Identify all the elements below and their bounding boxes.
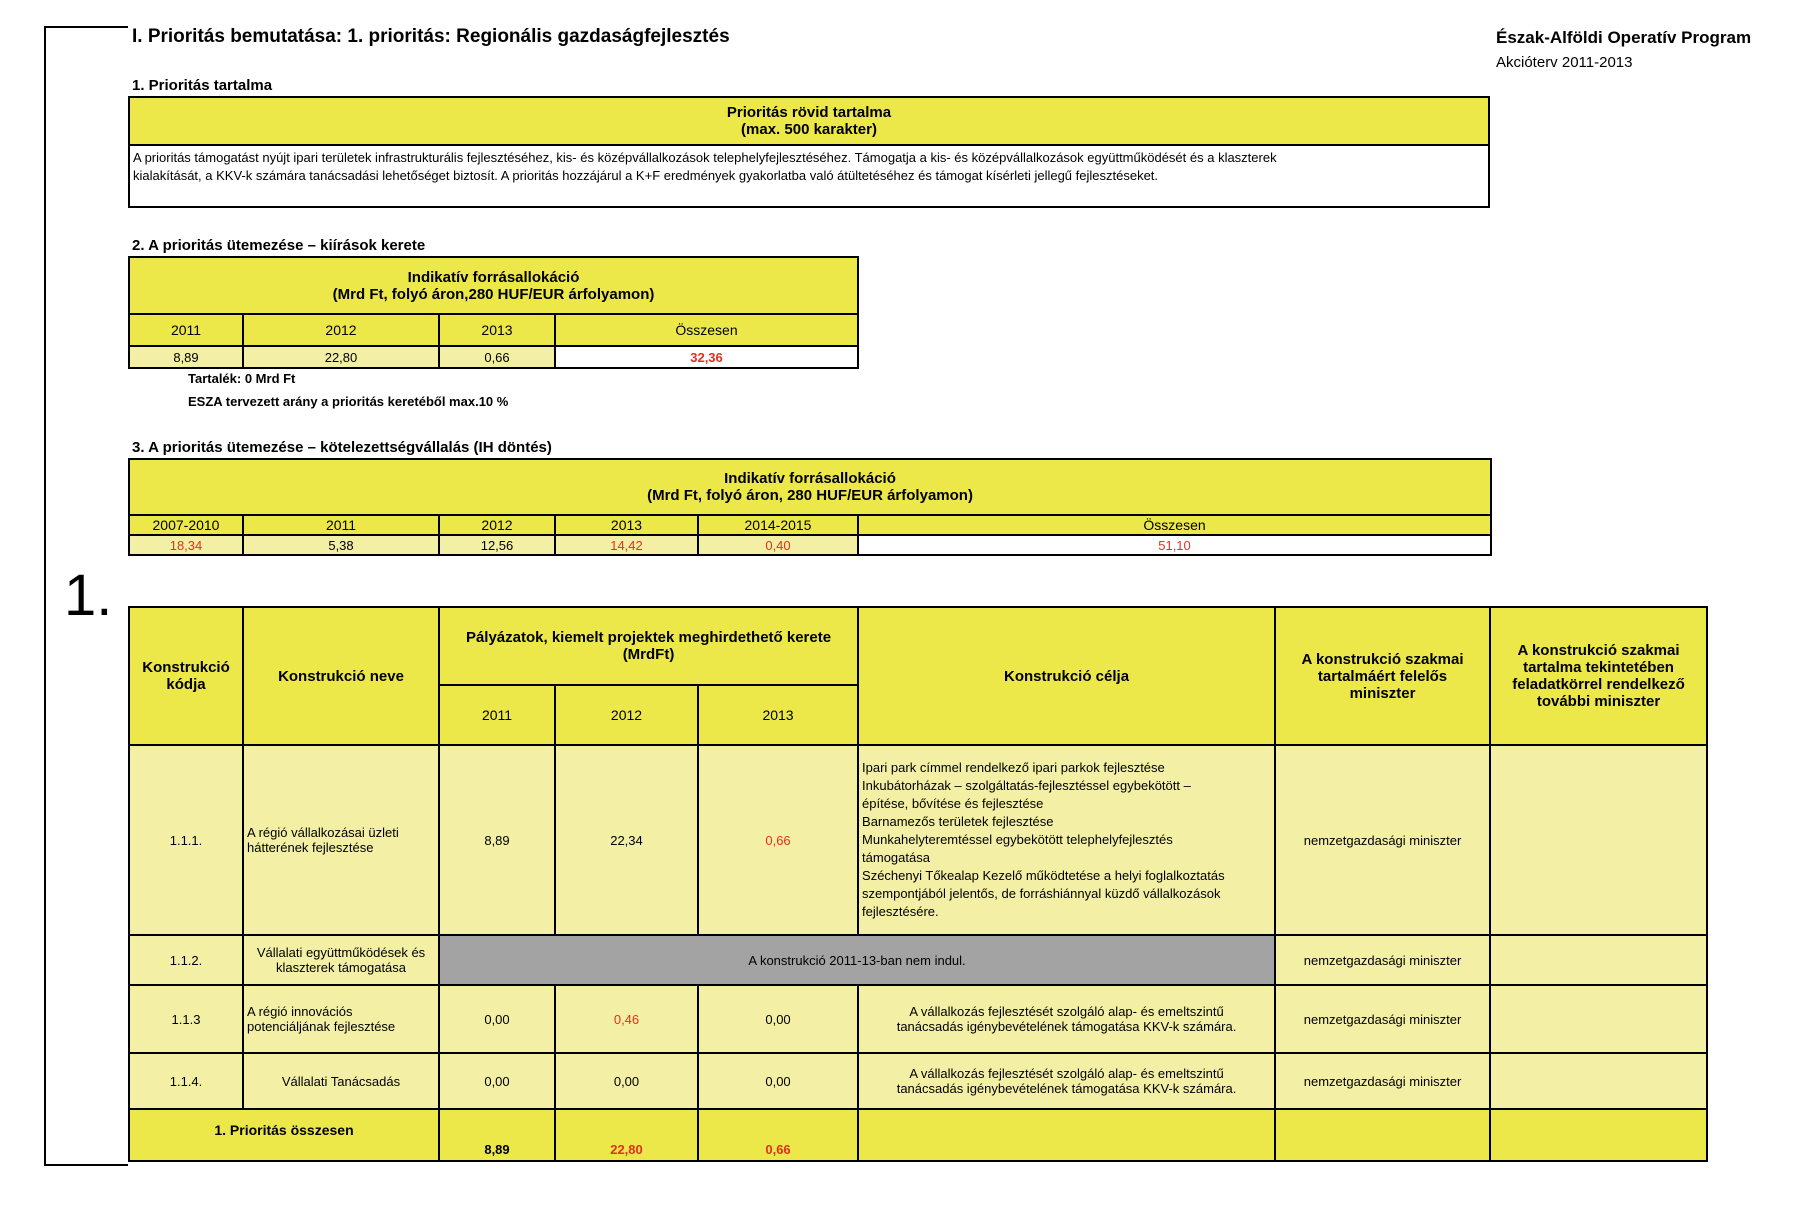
action-plan-label: Akcióterv 2011-2013 (1496, 54, 1633, 71)
calls-value-total: 32,36 (555, 346, 858, 368)
row4-name: Vállalati Tanácsadás (243, 1053, 439, 1109)
row2-not-started: A konstrukció 2011-13-ban nem indul. (439, 935, 1275, 985)
row3-code: 1.1.3 (129, 985, 243, 1053)
calls-header-2011: 2011 (129, 314, 243, 346)
row2-name: Vállalati együttműködések és klaszterek támogatása (243, 935, 439, 985)
priority-content-box (128, 96, 1490, 208)
commit-value-2012: 12,56 (439, 535, 555, 555)
calls-value-2011: 8,89 (129, 346, 243, 368)
row4-2011: 0,00 (439, 1053, 555, 1109)
reserve-note: Tartalék: 0 Mrd Ft (188, 371, 296, 386)
commit-value-total: 51,10 (858, 535, 1491, 555)
section1-heading: 1. Prioritás tartalma (132, 77, 273, 94)
row3-2011: 0,00 (439, 985, 555, 1053)
row4-other-minister (1490, 1053, 1707, 1109)
header-budget: Pályázatok, kiemelt projektek meghirdethető kerete (MrdFt) (439, 607, 858, 685)
commit-value-2011: 5,38 (243, 535, 439, 555)
table-row (129, 745, 1707, 935)
header-minister: A konstrukció szakmai tartalmáért felelős miniszter (1275, 607, 1490, 745)
header-year-2011: 2011 (439, 685, 555, 745)
total-2013: 0,66 (698, 1109, 858, 1161)
section2-heading: 2. A prioritás ütemezése – kiírások kerete (132, 237, 426, 254)
content-box-title-line2: (max. 500 karakter) (741, 121, 877, 138)
row4-2012: 0,00 (555, 1053, 698, 1109)
calls-allocation-title (129, 257, 858, 314)
row1-minister: nemzetgazdasági miniszter (1275, 745, 1490, 935)
row3-2013: 0,00 (698, 985, 858, 1053)
commit-value-2007-2010: 18,34 (129, 535, 243, 555)
row3-other-minister (1490, 985, 1707, 1053)
row1-goal-line: szempontjából jelentős, de forráshiánnyal küzdő vállalkozások (862, 886, 1221, 901)
content-box-text (129, 145, 1489, 207)
commit-header-2013: 2013 (555, 515, 698, 535)
header-goal: Konstrukció célja (858, 607, 1275, 745)
row1-name: A régió vállalkozásai üzleti hátterének fejlesztése (243, 745, 439, 935)
calls-header-total: Összesen (555, 314, 858, 346)
row1-goal-line: fejlesztésére. (862, 904, 939, 919)
total-label: 1. Prioritás összesen (129, 1109, 439, 1161)
priority-number: 1. (64, 563, 113, 628)
row2-code: 1.1.2. (129, 935, 243, 985)
esza-note: ESZA tervezett arány a prioritás keretéből max.10 % (188, 394, 509, 409)
table-row (129, 985, 1707, 1053)
content-box-title-line1: Prioritás rövid tartalma (726, 104, 892, 121)
commit-header-total: Összesen (858, 515, 1491, 535)
commitment-allocation-table (128, 458, 1492, 556)
row4-2013: 0,00 (698, 1053, 858, 1109)
row4-goal: A vállalkozás fejlesztését szolgáló alap- és emeltszintű tanácsadás igénybevételének támogatása KKV-k számára. (858, 1053, 1275, 1109)
commitment-allocation-title (129, 459, 1491, 515)
total-2012: 22,80 (555, 1109, 698, 1161)
row4-code: 1.1.4. (129, 1053, 243, 1109)
commit-header-2011: 2011 (243, 515, 439, 535)
header-code: Konstrukció kódja (129, 607, 243, 745)
row1-2011: 8,89 (439, 745, 555, 935)
commit-header-2012: 2012 (439, 515, 555, 535)
commit-header-2007-2010: 2007-2010 (129, 515, 243, 535)
total-goal (858, 1109, 1275, 1161)
row3-2012: 0,46 (555, 985, 698, 1053)
calls-title-line1: Indikatív forrásallokáció (407, 268, 580, 286)
table-row (129, 1053, 1707, 1109)
total-2011: 8,89 (439, 1109, 555, 1161)
table-row (129, 935, 1707, 985)
row1-goal (858, 745, 1275, 935)
commit-value-2013: 14,42 (555, 535, 698, 555)
total-minister (1275, 1109, 1490, 1161)
commitment-title-line1: Indikatív forrásallokáció (724, 470, 896, 487)
page-title: I. Prioritás bemutatása: 1. prioritás: Regionális gazdaságfejlesztés (132, 26, 730, 47)
calls-header-2012: 2012 (243, 314, 439, 346)
row1-other-minister (1490, 745, 1707, 935)
content-box-title (129, 97, 1489, 145)
row1-goal-line: Barnamezős területek fejlesztése (862, 814, 1054, 829)
row3-minister: nemzetgazdasági miniszter (1275, 985, 1490, 1053)
row3-goal: A vállalkozás fejlesztését szolgáló alap- és emeltszintű tanácsadás igénybevételének támogatása KKV-k számára. (858, 985, 1275, 1053)
header-year-2013: 2013 (698, 685, 858, 745)
commit-header-2014-2015: 2014-2015 (698, 515, 858, 535)
row1-goal-line: Inkubátorházak – szolgáltatás-fejlesztéssel egybekötött – (862, 778, 1191, 793)
row1-2012: 22,34 (555, 745, 698, 935)
content-text-line1: A prioritás támogatást nyújt ipari területek infrastrukturális fejlesztéséhez, kis- és középvállalkozások telephelyfejlesztéséhez. Támogatja a kis- és középvállalkozások együttműködését és a klaszterek (133, 150, 1277, 165)
row2-minister: nemzetgazdasági miniszter (1275, 935, 1490, 985)
total-other-minister (1490, 1109, 1707, 1161)
section3-heading: 3. A prioritás ütemezése – kötelezettségvállalás (IH döntés) (132, 439, 552, 456)
calls-title-line2: (Mrd Ft, folyó áron,280 HUF/EUR árfolyamon) (332, 285, 655, 303)
row3-name: A régió innovációs potenciáljának fejlesztése (243, 985, 439, 1053)
row2-other-minister (1490, 935, 1707, 985)
row1-goal-line: Munkahelyteremtéssel egybekötött telephelyfejlesztés (862, 832, 1173, 847)
constructions-table (128, 606, 1708, 1162)
content-text-line2: kialakítását, a KKV-k számára tanácsadási lehetőséget biztosít. A prioritás hozzájárul a K+F eredmények gyakorlatba való átültetéséhez és támogat kísérleti jellegű fejlesztéseket. (133, 168, 1159, 183)
row1-code: 1.1.1. (129, 745, 243, 935)
header-other-minister: A konstrukció szakmai tartalma tekintetében feladatkörrel rendelkező további miniszter (1490, 607, 1707, 745)
program-name: Észak-Alföldi Operatív Program (1496, 28, 1752, 47)
row4-minister: nemzetgazdasági miniszter (1275, 1053, 1490, 1109)
row1-goal-line: támogatása (862, 850, 930, 865)
row1-goal-line: építése, bővítése és fejlesztése (862, 796, 1044, 811)
header-year-2012: 2012 (555, 685, 698, 745)
row1-goal-line: Ipari park címmel rendelkező ipari parkok fejlesztése (862, 760, 1165, 775)
calls-value-2012: 22,80 (243, 346, 439, 368)
commit-value-2014-2015: 0,40 (698, 535, 858, 555)
row1-2013: 0,66 (698, 745, 858, 935)
total-row (129, 1109, 1707, 1161)
calls-value-2013: 0,66 (439, 346, 555, 368)
row1-goal-line: Széchenyi Tőkealap Kezelő működtetése a helyi foglalkoztatás (862, 868, 1225, 883)
commitment-title-line2: (Mrd Ft, folyó áron, 280 HUF/EUR árfolyamon) (647, 487, 973, 504)
calls-allocation-table (128, 256, 859, 369)
header-name: Konstrukció neve (243, 607, 439, 745)
calls-header-2013: 2013 (439, 314, 555, 346)
